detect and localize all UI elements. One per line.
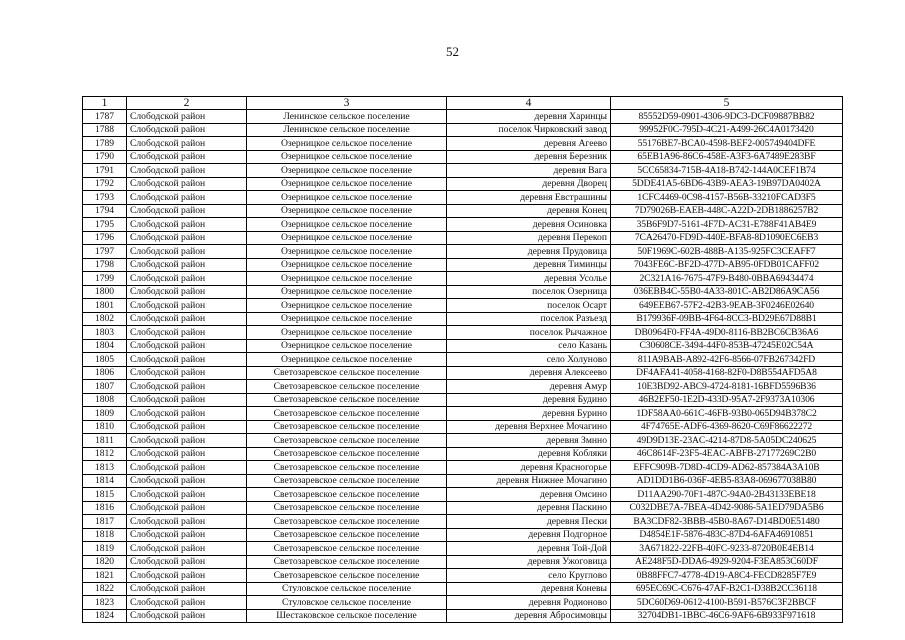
settlement-cell: Озерницкое сельское поселение — [247, 339, 447, 353]
district-cell: Слободской район — [127, 542, 247, 556]
district-cell: Слободской район — [127, 258, 247, 272]
guid-cell: 695EC69C-C676-47AF-B2C1-D38B2CC36118 — [611, 582, 843, 596]
guid-cell: EFFC909B-7D8D-4CD9-AD62-857384A3A10B — [611, 461, 843, 475]
district-cell: Слободской район — [127, 191, 247, 205]
settlement-cell: Светозаревское сельское поселение — [247, 569, 447, 583]
row-number: 1820 — [83, 555, 127, 569]
guid-cell: D4854E1F-5876-483C-87D4-6AFA46910851 — [611, 528, 843, 542]
settlement-cell: Светозаревское сельское поселение — [247, 407, 447, 421]
row-number: 1799 — [83, 272, 127, 286]
settlement-cell: Шестаковское сельское поселение — [247, 609, 447, 623]
table-body — [83, 110, 843, 623]
table-row — [83, 609, 843, 623]
row-number: 1818 — [83, 528, 127, 542]
locality-cell: деревня Усолье — [447, 272, 611, 286]
column-header-4: 4 — [447, 97, 611, 110]
district-cell: Слободской район — [127, 353, 247, 367]
locality-cell: деревня Кобляки — [447, 447, 611, 461]
row-number: 1801 — [83, 299, 127, 313]
table-row — [83, 582, 843, 596]
table-row — [83, 137, 843, 151]
district-cell: Слободской район — [127, 393, 247, 407]
district-cell: Слободской район — [127, 555, 247, 569]
row-number: 1788 — [83, 123, 127, 137]
row-number: 1792 — [83, 177, 127, 191]
settlement-cell: Светозаревское сельское поселение — [247, 434, 447, 448]
table-row — [83, 420, 843, 434]
table-row — [83, 380, 843, 394]
table-row — [83, 434, 843, 448]
locality-cell: село Казань — [447, 339, 611, 353]
locality-cell: деревня Абросимовцы — [447, 609, 611, 623]
table-row — [83, 285, 843, 299]
table-row — [83, 569, 843, 583]
page-number: 52 — [446, 44, 459, 59]
row-number: 1817 — [83, 515, 127, 529]
settlement-cell: Озерницкое сельское поселение — [247, 137, 447, 151]
row-number: 1816 — [83, 501, 127, 515]
row-number: 1787 — [83, 110, 127, 124]
column-header-3: 3 — [247, 97, 447, 110]
header-row — [83, 97, 843, 110]
settlement-cell: Ленинское сельское поселение — [247, 123, 447, 137]
locality-cell: деревня Тиминцы — [447, 258, 611, 272]
guid-cell: 46C8614F-23F5-4EAC-ABFB-27177269C2B0 — [611, 447, 843, 461]
row-number: 1796 — [83, 231, 127, 245]
district-cell: Слободской район — [127, 447, 247, 461]
locality-cell: деревня Конец — [447, 204, 611, 218]
settlement-cell: Светозаревское сельское поселение — [247, 461, 447, 475]
locality-cell: поселок Озерница — [447, 285, 611, 299]
settlement-cell: Озерницкое сельское поселение — [247, 191, 447, 205]
settlement-cell: Озерницкое сельское поселение — [247, 299, 447, 313]
column-header-1: 1 — [83, 97, 127, 110]
table-row — [83, 272, 843, 286]
settlement-cell: Озерницкое сельское поселение — [247, 285, 447, 299]
guid-cell: DF4AFA41-4058-4168-82F0-D8B554AFD5A8 — [611, 366, 843, 380]
locality-cell: деревня Прудовица — [447, 245, 611, 259]
locality-cell: деревня Вага — [447, 164, 611, 178]
district-cell: Слободской район — [127, 501, 247, 515]
district-cell: Слободской район — [127, 272, 247, 286]
row-number: 1793 — [83, 191, 127, 205]
table-row — [83, 407, 843, 421]
column-header-2: 2 — [127, 97, 247, 110]
locality-cell: поселок Рычажное — [447, 326, 611, 340]
guid-cell: 2C321A16-7675-47F9-B480-0BBA69434474 — [611, 272, 843, 286]
locality-cell: деревня Перекоп — [447, 231, 611, 245]
row-number: 1807 — [83, 380, 127, 394]
table-row — [83, 258, 843, 272]
locality-cell: деревня Амур — [447, 380, 611, 394]
settlement-cell: Озерницкое сельское поселение — [247, 177, 447, 191]
guid-cell: 99952F0C-795D-4C21-A499-26C4A0173420 — [611, 123, 843, 137]
table-row — [83, 245, 843, 259]
settlement-cell: Стуловское сельское поселение — [247, 582, 447, 596]
table-row — [83, 299, 843, 313]
guid-cell: 1CFC4469-0C98-4157-B56B-33210FCAD3F5 — [611, 191, 843, 205]
guid-cell: 50F1969C-602B-488B-A135-925FC3CEAFF7 — [611, 245, 843, 259]
district-cell: Слободской район — [127, 110, 247, 124]
settlement-cell: Озерницкое сельское поселение — [247, 231, 447, 245]
district-cell: Слободской район — [127, 407, 247, 421]
district-cell: Слободской район — [127, 366, 247, 380]
table-row — [83, 177, 843, 191]
table-row — [83, 339, 843, 353]
locality-cell: деревня Пески — [447, 515, 611, 529]
table-row — [83, 218, 843, 232]
table-row — [83, 542, 843, 556]
district-cell: Слободской район — [127, 150, 247, 164]
locality-cell: деревня Родионово — [447, 596, 611, 610]
district-cell: Слободской район — [127, 569, 247, 583]
district-cell: Слободской район — [127, 380, 247, 394]
table-row — [83, 555, 843, 569]
guid-cell: 0B88FFC7-4778-4D19-A8C4-FECD8285F7E9 — [611, 569, 843, 583]
district-cell: Слободской район — [127, 434, 247, 448]
locality-cell: деревня Нижнее Мочагино — [447, 474, 611, 488]
table-row — [83, 204, 843, 218]
guid-cell: 5DC60D69-0612-4100-B591-B576C3F2BBCF — [611, 596, 843, 610]
row-number: 1810 — [83, 420, 127, 434]
guid-cell: AE248F5D-DDA6-4929-9204-F3EA853C60DF — [611, 555, 843, 569]
row-number: 1800 — [83, 285, 127, 299]
district-cell: Слободской район — [127, 312, 247, 326]
locality-cell: деревня Осиновка — [447, 218, 611, 232]
locality-cell: деревня Бурино — [447, 407, 611, 421]
settlement-cell: Ленинское сельское поселение — [247, 110, 447, 124]
row-number: 1811 — [83, 434, 127, 448]
row-number: 1791 — [83, 164, 127, 178]
guid-cell: 811A9BAB-A892-42F6-8566-07FB267342FD — [611, 353, 843, 367]
locality-cell: деревня Евстрашины — [447, 191, 611, 205]
guid-cell: BA3CDF82-3BBB-45B0-8A67-D14BD0E51480 — [611, 515, 843, 529]
table-row — [83, 366, 843, 380]
district-cell: Слободской район — [127, 177, 247, 191]
column-header-5: 5 — [611, 97, 843, 110]
row-number: 1809 — [83, 407, 127, 421]
district-cell: Слободской район — [127, 123, 247, 137]
settlement-cell: Светозаревское сельское поселение — [247, 528, 447, 542]
settlement-cell: Светозаревское сельское поселение — [247, 420, 447, 434]
district-cell: Слободской район — [127, 461, 247, 475]
table-row — [83, 528, 843, 542]
table-row — [83, 231, 843, 245]
district-cell: Слободской район — [127, 420, 247, 434]
guid-cell: 85552D59-0901-4306-9DC3-DCF09887BB82 — [611, 110, 843, 124]
row-number: 1821 — [83, 569, 127, 583]
settlement-cell: Светозаревское сельское поселение — [247, 474, 447, 488]
locality-cell: деревня Омсино — [447, 488, 611, 502]
district-cell: Слободской район — [127, 609, 247, 623]
settlement-cell: Озерницкое сельское поселение — [247, 272, 447, 286]
settlement-cell: Светозаревское сельское поселение — [247, 380, 447, 394]
table-row — [83, 353, 843, 367]
guid-cell: 46B2EF50-1E2D-433D-95A7-2F9373A10306 — [611, 393, 843, 407]
settlement-cell: Светозаревское сельское поселение — [247, 542, 447, 556]
locality-cell: село Круглово — [447, 569, 611, 583]
locality-cell: деревня Харинцы — [447, 110, 611, 124]
guid-cell: 55176BE7-BCA0-4598-BEF2-005749404DFE — [611, 137, 843, 151]
district-cell: Слободской район — [127, 218, 247, 232]
guid-cell: 7043FE6C-BF2D-477D-AB95-0FDB01CAFF02 — [611, 258, 843, 272]
locality-cell: деревня Алексеево — [447, 366, 611, 380]
district-cell: Слободской район — [127, 137, 247, 151]
locality-cell: поселок Осарт — [447, 299, 611, 313]
table-row — [83, 393, 843, 407]
guid-cell: C30608CE-3494-44F0-853B-47245E02C54A — [611, 339, 843, 353]
district-cell: Слободской район — [127, 515, 247, 529]
guid-cell: 49D9D13E-23AC-4214-87D8-5A05DC240625 — [611, 434, 843, 448]
row-number: 1806 — [83, 366, 127, 380]
row-number: 1798 — [83, 258, 127, 272]
guid-cell: 1DF58AA0-661C-46FB-93B0-065D94B378C2 — [611, 407, 843, 421]
table-row — [83, 474, 843, 488]
guid-cell: 5CC65834-715B-4A18-B742-144A0CEF1B74 — [611, 164, 843, 178]
guid-cell: AD1DD1B6-036F-4EB5-83A8-069677038B80 — [611, 474, 843, 488]
settlement-cell: Светозаревское сельское поселение — [247, 366, 447, 380]
row-number: 1822 — [83, 582, 127, 596]
row-number: 1808 — [83, 393, 127, 407]
guid-cell: 7CA26470-FD9D-440E-BFA8-8D1090EC6EB3 — [611, 231, 843, 245]
table-row — [83, 110, 843, 124]
district-cell: Слободской район — [127, 231, 247, 245]
locality-cell: деревня Той-Дой — [447, 542, 611, 556]
row-number: 1794 — [83, 204, 127, 218]
district-cell: Слободской район — [127, 582, 247, 596]
settlement-cell: Светозаревское сельское поселение — [247, 447, 447, 461]
row-number: 1824 — [83, 609, 127, 623]
guid-cell: D11AA290-70F1-487C-94A0-2B43133EBE18 — [611, 488, 843, 502]
guid-cell: 5DDE41A5-6BD6-43B9-AEA3-19B97DA0402A — [611, 177, 843, 191]
guid-cell: C032DBE7A-7BEA-4D42-9086-5A1ED79DA5B6 — [611, 501, 843, 515]
guid-cell: 649EEB67-57F2-42B3-9EAB-3F0246E02640 — [611, 299, 843, 313]
district-cell: Слободской район — [127, 474, 247, 488]
row-number: 1790 — [83, 150, 127, 164]
guid-cell: 3A671822-22FB-40FC-9233-8720B0E4EB14 — [611, 542, 843, 556]
settlement-cell: Озерницкое сельское поселение — [247, 204, 447, 218]
table-row — [83, 191, 843, 205]
guid-cell: 7D79026B-EAEB-448C-A22D-2DB1886257B2 — [611, 204, 843, 218]
row-number: 1795 — [83, 218, 127, 232]
locality-cell: деревня Верхнее Мочагино — [447, 420, 611, 434]
settlement-cell: Светозаревское сельское поселение — [247, 555, 447, 569]
district-cell: Слободской район — [127, 528, 247, 542]
row-number: 1812 — [83, 447, 127, 461]
table-row — [83, 515, 843, 529]
row-number: 1803 — [83, 326, 127, 340]
table-row — [83, 461, 843, 475]
guid-cell: 35B6F9D7-5161-4F7D-AC31-E788F41AB4E9 — [611, 218, 843, 232]
district-cell: Слободской район — [127, 326, 247, 340]
district-cell: Слободской район — [127, 339, 247, 353]
row-number: 1797 — [83, 245, 127, 259]
row-number: 1813 — [83, 461, 127, 475]
registry-table — [82, 96, 843, 623]
settlement-cell: Озерницкое сельское поселение — [247, 150, 447, 164]
district-cell: Слободской район — [127, 245, 247, 259]
district-cell: Слободской район — [127, 204, 247, 218]
table-row — [83, 596, 843, 610]
guid-cell: DB0964F0-FF4A-49D0-8116-BB2BC6CB36A6 — [611, 326, 843, 340]
settlement-cell: Светозаревское сельское поселение — [247, 501, 447, 515]
district-cell: Слободской район — [127, 596, 247, 610]
row-number: 1823 — [83, 596, 127, 610]
table-row — [83, 164, 843, 178]
locality-cell: деревня Красногорье — [447, 461, 611, 475]
guid-cell: 32704DB1-1BBC-46C6-9AF6-6B933F971618 — [611, 609, 843, 623]
row-number: 1805 — [83, 353, 127, 367]
guid-cell: B179936F-09BB-4F64-8CC3-BD29E67D88B1 — [611, 312, 843, 326]
settlement-cell: Озерницкое сельское поселение — [247, 353, 447, 367]
table-row — [83, 501, 843, 515]
table-row — [83, 312, 843, 326]
table-row — [83, 488, 843, 502]
settlement-cell: Озерницкое сельское поселение — [247, 245, 447, 259]
locality-cell: деревня Ужоговица — [447, 555, 611, 569]
row-number: 1819 — [83, 542, 127, 556]
settlement-cell: Светозаревское сельское поселение — [247, 488, 447, 502]
table-row — [83, 123, 843, 137]
table-row — [83, 326, 843, 340]
locality-cell: деревня Дворец — [447, 177, 611, 191]
guid-cell: 65EB1A96-86C6-458E-A3F3-6A7489E283BF — [611, 150, 843, 164]
locality-cell: поселок Разъезд — [447, 312, 611, 326]
locality-cell: деревня Коневы — [447, 582, 611, 596]
district-cell: Слободской район — [127, 488, 247, 502]
guid-cell: 10E3BD92-ABC9-4724-8181-16BFD5596B36 — [611, 380, 843, 394]
locality-cell: деревня Паскино — [447, 501, 611, 515]
row-number: 1814 — [83, 474, 127, 488]
settlement-cell: Озерницкое сельское поселение — [247, 218, 447, 232]
settlement-cell: Стуловское сельское поселение — [247, 596, 447, 610]
row-number: 1789 — [83, 137, 127, 151]
district-cell: Слободской район — [127, 299, 247, 313]
locality-cell: деревня Будино — [447, 393, 611, 407]
guid-cell: 4F74765E-ADF6-4369-8620-C69F86622272 — [611, 420, 843, 434]
locality-cell: деревня Агеево — [447, 137, 611, 151]
locality-cell: поселок Чирковский завод — [447, 123, 611, 137]
settlement-cell: Озерницкое сельское поселение — [247, 326, 447, 340]
settlement-cell: Светозаревское сельское поселение — [247, 515, 447, 529]
settlement-cell: Озерницкое сельское поселение — [247, 312, 447, 326]
locality-cell: деревня Березник — [447, 150, 611, 164]
locality-cell: деревня Подгорное — [447, 528, 611, 542]
locality-cell: село Холуново — [447, 353, 611, 367]
table-row — [83, 447, 843, 461]
table-row — [83, 150, 843, 164]
row-number: 1804 — [83, 339, 127, 353]
settlement-cell: Озерницкое сельское поселение — [247, 164, 447, 178]
settlement-cell: Светозаревское сельское поселение — [247, 393, 447, 407]
district-cell: Слободской район — [127, 285, 247, 299]
settlement-cell: Озерницкое сельское поселение — [247, 258, 447, 272]
guid-cell: 036EBB4C-55B0-4A33-801C-AB2D86A9CA56 — [611, 285, 843, 299]
row-number: 1802 — [83, 312, 127, 326]
locality-cell: деревня Змнно — [447, 434, 611, 448]
district-cell: Слободской район — [127, 164, 247, 178]
row-number: 1815 — [83, 488, 127, 502]
